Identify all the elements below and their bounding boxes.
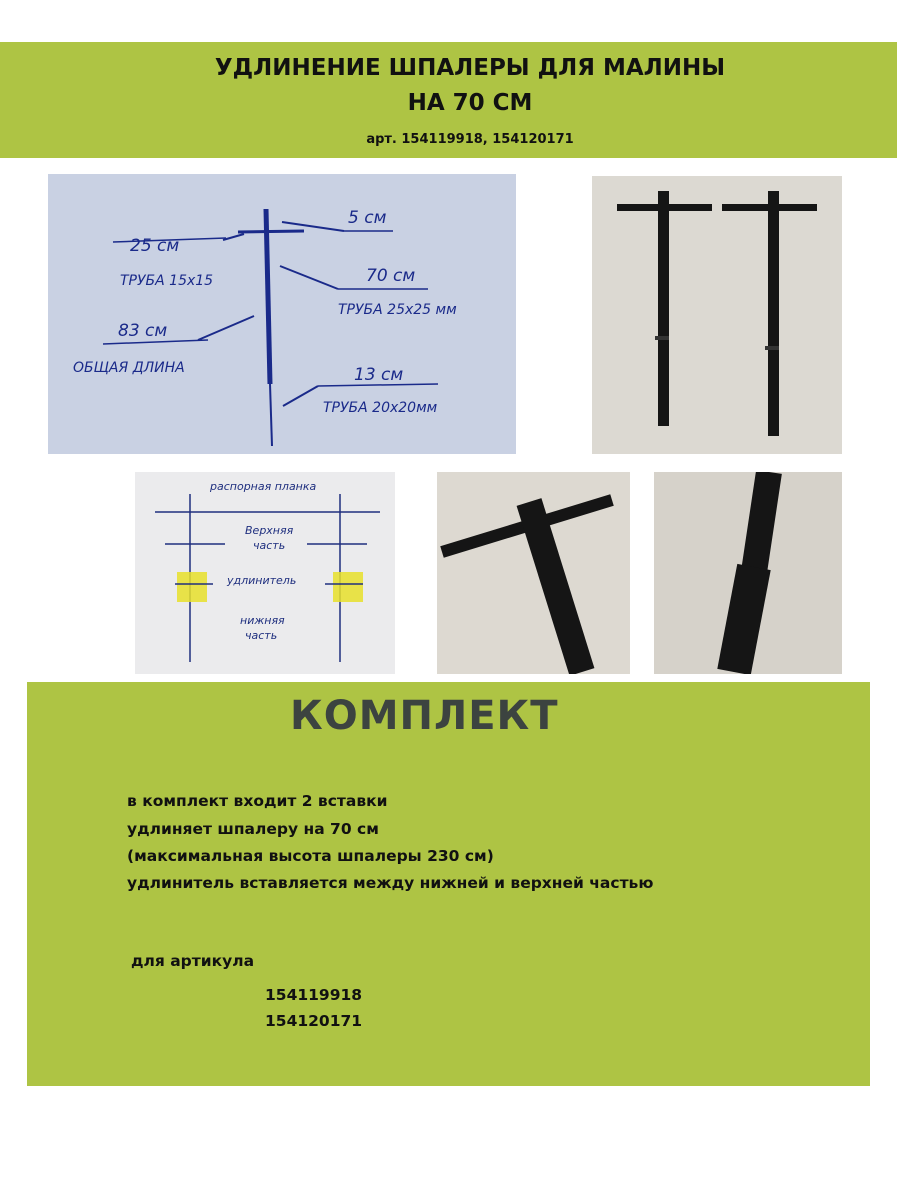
label-upper: Верхняя xyxy=(245,524,294,537)
kit-for-article: для артикула xyxy=(131,952,255,970)
dim-main-pipe: ТРУБА 25х25 мм xyxy=(338,302,457,318)
dim-total-83: 83 см xyxy=(118,321,168,341)
kit-article-1: 154119918 xyxy=(265,986,363,1004)
dimension-sketch xyxy=(48,174,516,454)
kit-article-2: 154120171 xyxy=(265,1012,363,1030)
dim-total-label: ОБЩАЯ ДЛИНА xyxy=(73,360,185,376)
label-brace: распорная планка xyxy=(210,480,317,493)
page-title: УДЛИНЕНИЕ ШПАЛЕРЫ ДЛЯ МАЛИНЫ xyxy=(214,55,726,81)
dim-bottom-13: 13 см xyxy=(354,365,404,385)
product-photo-pair xyxy=(592,176,842,454)
dim-arm-25: 25 см xyxy=(130,236,180,256)
dim-arm-pipe: ТРУБА 15х15 xyxy=(120,273,214,289)
dim-top-5: 5 см xyxy=(348,208,387,228)
kit-line-4: удлинитель вставляется между нижней и верхней частью xyxy=(127,874,654,892)
dim-bottom-pipe: ТРУБА 20х20мм xyxy=(323,400,438,416)
article-numbers: арт. 154119918, 154120171 xyxy=(366,132,574,147)
label-lower-2: часть xyxy=(245,629,278,642)
dim-main-70: 70 см xyxy=(366,266,416,286)
assembly-sketch xyxy=(135,472,395,674)
label-upper-2: часть xyxy=(253,539,286,552)
kit-line-1: в комплект входит 2 вставки xyxy=(127,792,388,810)
label-lower: нижняя xyxy=(240,614,285,627)
kit-line-2: удлиняет шпалеру на 70 см xyxy=(127,820,379,838)
product-photo-closeup xyxy=(437,472,630,674)
kit-line-3: (максимальная высота шпалеры 230 см) xyxy=(127,847,494,865)
label-extender: удлинитель xyxy=(227,574,297,587)
page-subtitle: НА 70 СМ xyxy=(407,90,533,116)
kit-title: КОМПЛЕКТ xyxy=(290,693,559,739)
product-photo-joint xyxy=(654,472,842,674)
